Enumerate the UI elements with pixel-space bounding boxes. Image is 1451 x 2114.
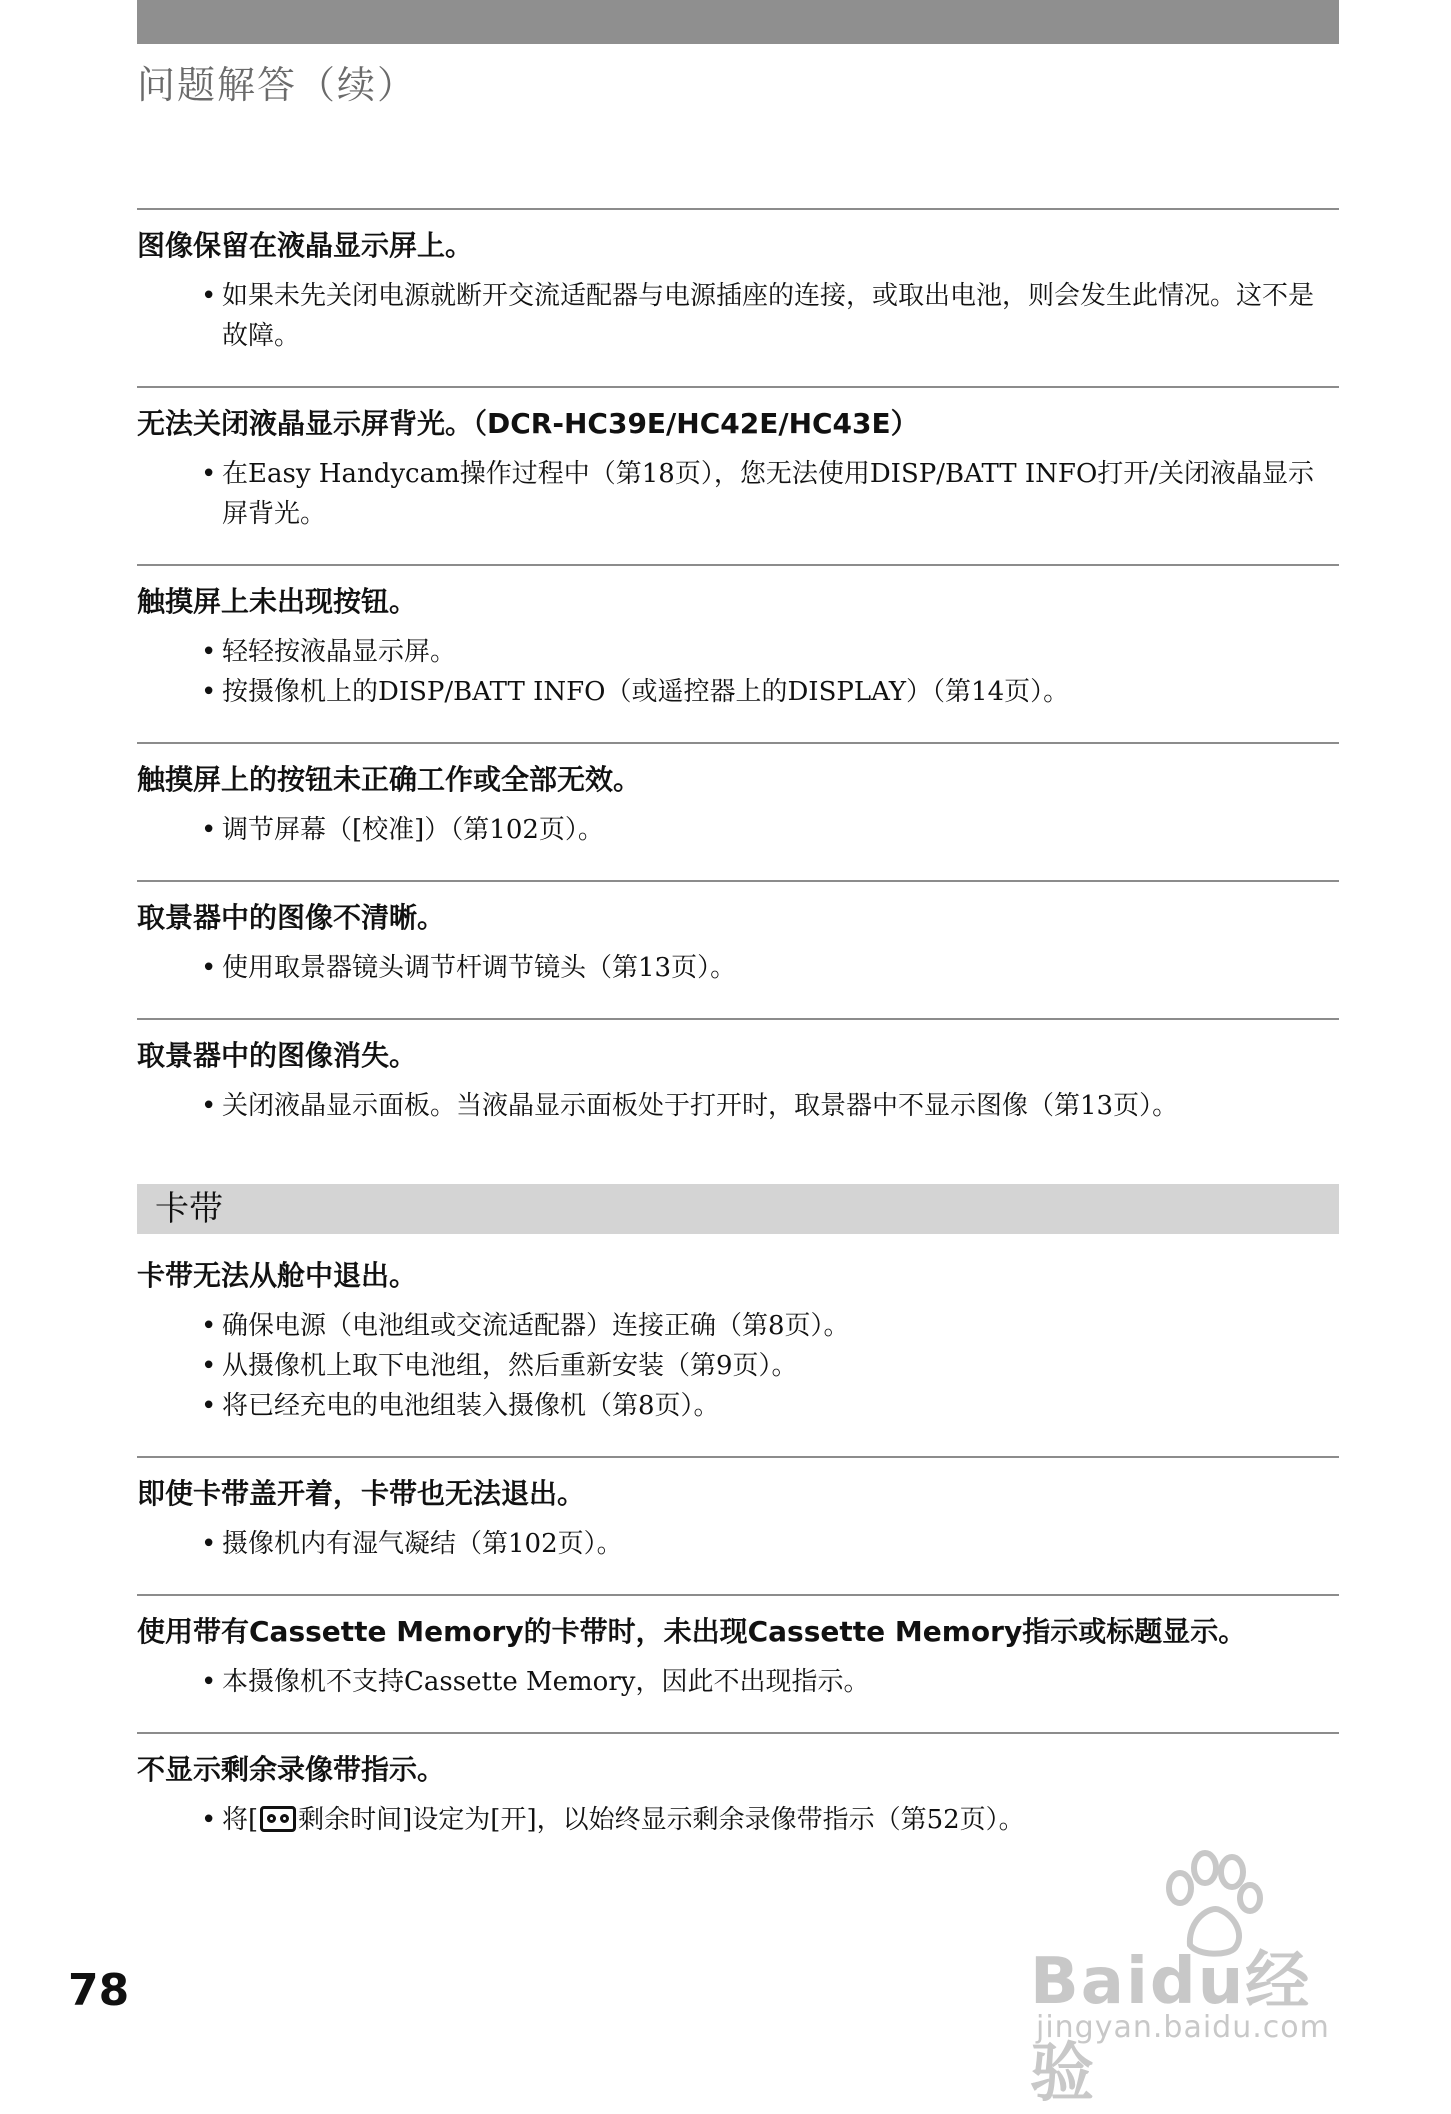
answer-text: 从摄像机上取下电池组，然后重新安装（第9页）。 [222, 1351, 798, 1381]
answer-suffix: 剩余时间]设定为[开]，以始终显示剩余录像带指示（第52页）。 [298, 1805, 1025, 1835]
answer-item [137, 1306, 1339, 1346]
answer-item [137, 1086, 1339, 1126]
bullet-icon: • [201, 1311, 217, 1341]
answer-text: 按摄像机上的DISP/BATT INFO（或遥控器上的DISPLAY）（第14页）。 [222, 677, 1070, 707]
answer-text: 摄像机内有湿气凝结（第102页）。 [222, 1529, 623, 1559]
answer-text: 确保电源（电池组或交流适配器）连接正确（第8页）。 [222, 1311, 850, 1341]
watermark-brand: Baidu经验 [1030, 1945, 1312, 2111]
answer-list [137, 454, 1339, 534]
question: 触摸屏上的按钮未正确工作或全部无效。 [137, 763, 642, 796]
bullet-icon: • [201, 459, 217, 489]
answer-item [137, 1524, 1339, 1564]
bullet-icon: • [201, 1351, 217, 1381]
answer-item [137, 810, 1339, 850]
qa-block [137, 1256, 1339, 1456]
answer-item [137, 672, 1339, 712]
answer-item [137, 1346, 1339, 1386]
qa-block [137, 880, 1339, 1018]
question: 无法关闭液晶显示屏背光。（DCR-HC39E/HC42E/HC43E） [137, 407, 919, 440]
answer-item [137, 276, 1339, 356]
answer-item [137, 632, 1339, 672]
answer-item [137, 1662, 1339, 1702]
answer-text: 本摄像机不支持Cassette Memory，因此不出现指示。 [222, 1667, 870, 1697]
bullet-icon: • [201, 1529, 217, 1559]
bullet-icon: • [201, 815, 217, 845]
page-title: 问题解答（续） [137, 63, 418, 107]
answer-text: 轻轻按液晶显示屏。 [222, 637, 457, 667]
page-number: 78 [68, 1965, 130, 2016]
bullet-icon: • [201, 1091, 217, 1121]
answer-text: 使用取景器镜头调节杆调节镜头（第13页）。 [222, 953, 737, 983]
question: 即使卡带盖开着，卡带也无法退出。 [137, 1477, 586, 1510]
question: 触摸屏上未出现按钮。 [137, 585, 418, 618]
bullet-icon: • [201, 637, 217, 667]
answer-list [137, 1306, 1339, 1426]
qa-block [137, 1456, 1339, 1594]
answer-text: 将已经充电的电池组装入摄像机（第8页）。 [222, 1391, 720, 1421]
question: 卡带无法从舱中退出。 [137, 1259, 418, 1292]
qa-block [137, 564, 1339, 742]
answer-item [137, 948, 1339, 988]
answer-list [137, 1524, 1339, 1564]
answer-list [137, 1086, 1339, 1126]
question: 不显示剩余录像带指示。 [137, 1753, 446, 1786]
qa-block [137, 1018, 1339, 1156]
cassette-icon [260, 1806, 296, 1832]
section-heading: 卡带 [137, 1184, 1339, 1234]
answer-list [137, 1662, 1339, 1702]
watermark-url: jingyan.baidu.com [1036, 2010, 1330, 2045]
bullet-icon: • [201, 281, 217, 311]
answer-text: 关闭液晶显示面板。当液晶显示面板处于打开时，取景器中不显示图像（第13页）。 [222, 1091, 1179, 1121]
qa-block [137, 1594, 1339, 1732]
answer-text: 在Easy Handycam操作过程中（第18页），您无法使用DISP/BATT INFO打开/关闭液晶显示屏背光。 [222, 459, 1315, 529]
bullet-icon: • [201, 1805, 217, 1835]
question: 使用带有Cassette Memory的卡带时，未出现Cassette Memory指示或标题显示。 [137, 1615, 1247, 1648]
answer-item [137, 1800, 1339, 1840]
header-bar [137, 0, 1339, 44]
answer-item [137, 454, 1339, 534]
answer-text: 调节屏幕（[校准]）（第102页）。 [222, 815, 604, 845]
question: 取景器中的图像消失。 [137, 1039, 418, 1072]
bullet-icon: • [201, 1667, 217, 1697]
answer-list [137, 810, 1339, 850]
answer-text: 如果未先关闭电源就断开交流适配器与电源插座的连接，或取出电池，则会发生此情况。这不是故障。 [222, 281, 1315, 351]
qa-block [137, 208, 1339, 386]
answer-prefix: 将[ [222, 1805, 259, 1835]
question: 取景器中的图像不清晰。 [137, 901, 446, 934]
qa-block [137, 742, 1339, 880]
content [137, 208, 1339, 1870]
bullet-icon: • [201, 953, 217, 983]
qa-block [137, 386, 1339, 564]
question: 图像保留在液晶显示屏上。 [137, 229, 474, 262]
answer-list [137, 1800, 1339, 1840]
answer-item [137, 1386, 1339, 1426]
answer-list [137, 276, 1339, 356]
watermark [1030, 1850, 1350, 2111]
answer-list [137, 948, 1339, 988]
bullet-icon: • [201, 677, 217, 707]
bullet-icon: • [201, 1391, 217, 1421]
answer-list [137, 632, 1339, 712]
